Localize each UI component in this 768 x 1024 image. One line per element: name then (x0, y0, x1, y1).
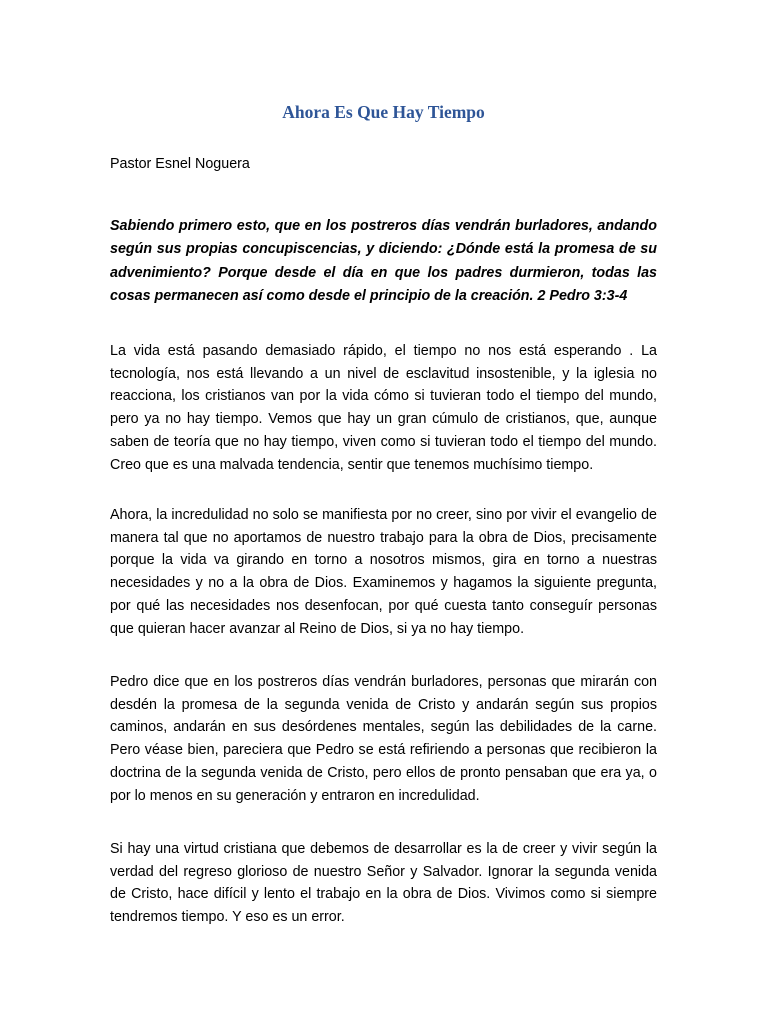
document-title: Ahora Es Que Hay Tiempo (282, 102, 485, 122)
body-paragraph-3: Pedro dice que en los postreros días vendrán burladores, personas que mirarán con desdén la promesa de la segunda venida de Cristo y andarán según sus propios caminos, andarán en sus desórdenes mentales, según las debilidades de la carne. Pero véase bien, pareciera que Pedro se está refiriendo a personas que recibieron la doctrina de la segunda venida de Cristo, pero ellos de pronto pensaban que era ya, o por lo menos en su generación y entraron en incredulidad. (110, 674, 657, 804)
author-line: Pastor Esnel Noguera (110, 156, 250, 172)
body-paragraph-4: Si hay una virtud cristiana que debemos de desarrollar es la de creer y vivir según la verdad del regreso glorioso de nuestro Señor y Salvador. Ignorar la segunda venida de Cristo, hace difícil y lento el trabajo en la obra de Dios. Vivimos como si siempre tendremos tiempo. Y eso es un error. (110, 841, 657, 926)
document-page (110, 0, 657, 1024)
body-paragraph-1: La vida está pasando demasiado rápido, el tiempo no nos está esperando . La tecnología, nos está llevando a un nivel de esclavitud insostenible, y la iglesia no reacciona, los cristianos van por la vida cómo si tuvieran todo el tiempo del mundo, pero ya no hay tiempo. Vemos que hay un gran cúmulo de cristianos, que, aunque saben de teoría que no hay tiempo, viven como si tuvieran todo el tiempo del mundo. Creo que es una malvada tendencia, sentir que tenemos muchísimo tiempo. (110, 343, 657, 473)
body-paragraph-2: Ahora, la incredulidad no solo se manifiesta por no creer, sino por vivir el evangelio de manera tal que no aportamos de nuestro trabajo para la obra de Dios, precisamente porque la vida va girando en torno a nosotros mismos, gira en torno a nuestras necesidades y no a la obra de Dios. Examinemos y hagamos la siguiente pregunta, por qué las necesidades nos desenfocan, por qué cuesta tanto conseguír personas que quieran hacer avanzar al Reino de Dios, si ya no hay tiempo. (110, 507, 657, 637)
scripture-quote: Sabiendo primero esto, que en los postreros días vendrán burladores, andando según sus propias concupiscencias, y diciendo: ¿Dónde está la promesa de su advenimiento? Porque desde el día en que los padres durmieron, todas las cosas permanecen así como desde el principio de la creación. 2 Pedro 3:3-4 (110, 218, 657, 304)
